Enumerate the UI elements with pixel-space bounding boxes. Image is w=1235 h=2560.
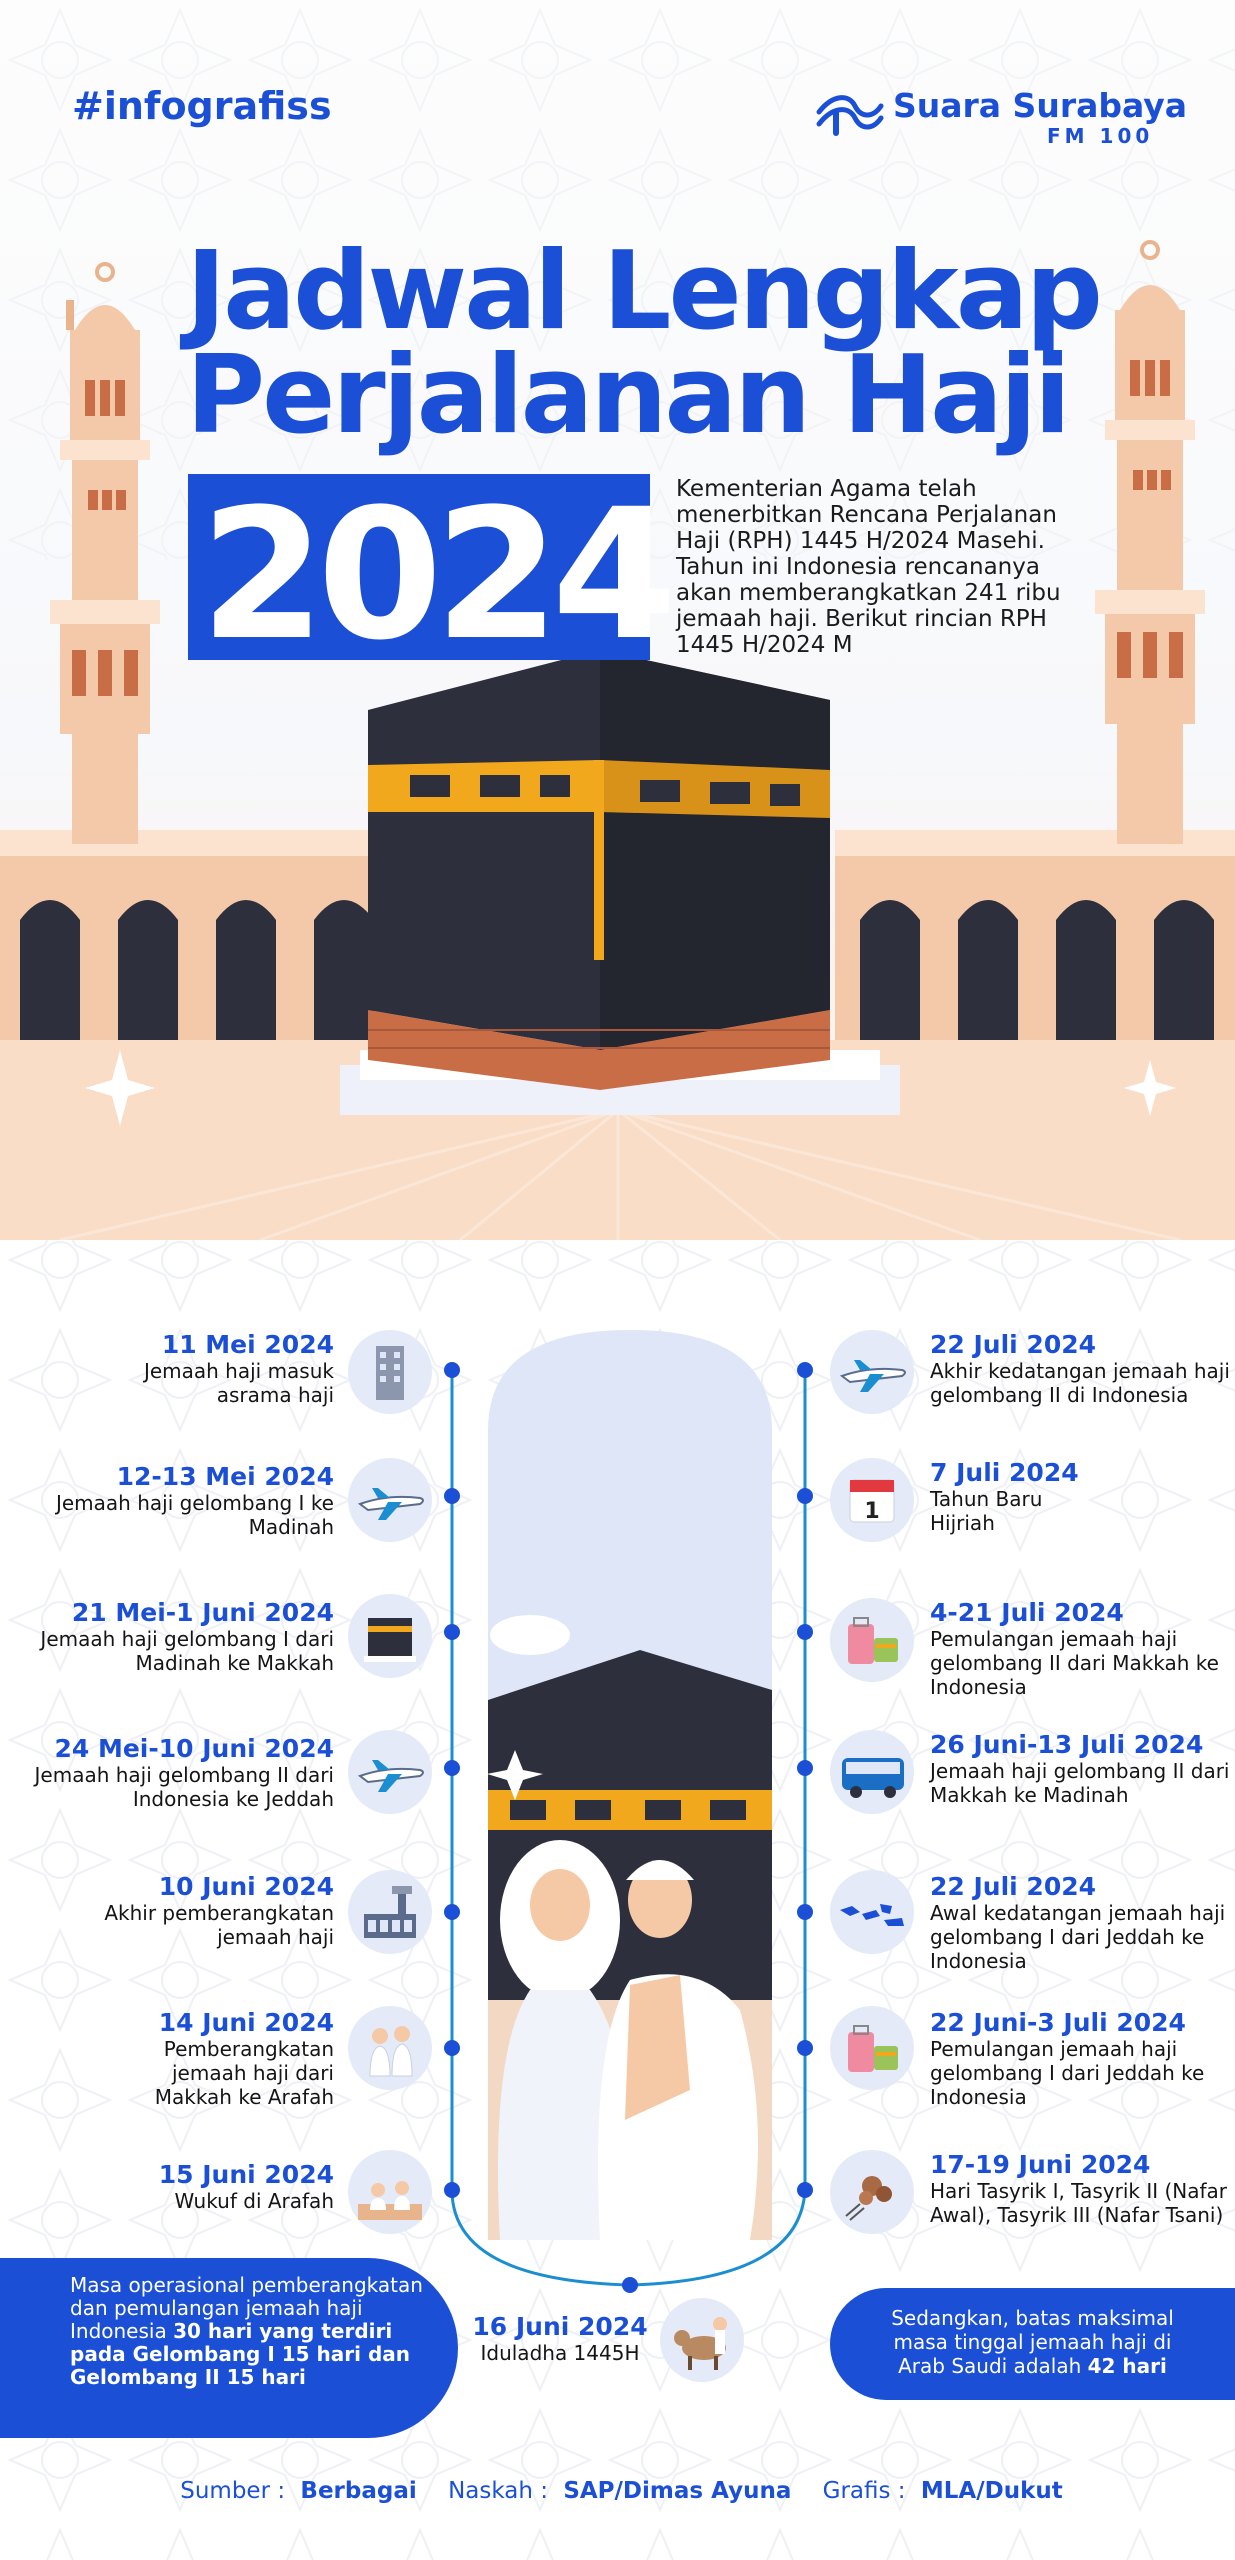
- goat-icon: [660, 2298, 744, 2382]
- airplane-icon: [348, 1458, 432, 1542]
- event-left-7: [14, 2160, 334, 2213]
- credit-script: Naskah : SAP/Dimas Ayuna: [448, 2478, 792, 2504]
- kaaba-mosque-illustration: [0, 230, 1235, 1240]
- brand-name: Suara Surabaya: [893, 86, 1188, 125]
- note-text: Sedangkan, batas maksimal masa tinggal jemaah haji di Arab Saudi adalah: [891, 2306, 1174, 2378]
- event-desc: Akhir pemberangkatan jemaah haji: [104, 1901, 334, 1949]
- credits-footer: [0, 2478, 1235, 2504]
- hashtag: #infografiss: [72, 84, 332, 128]
- credit-graphic: Grafis : MLA/Dukut: [822, 2478, 1063, 2504]
- kaaba-icon: [348, 1594, 432, 1678]
- event-date: 16 Juni 2024: [472, 2312, 648, 2341]
- title-line-2: Perjalanan Haji: [186, 333, 1069, 458]
- event-right-3: [930, 1598, 1235, 1699]
- event-left-1: [14, 1330, 334, 1407]
- pilgrims-icon: [348, 2006, 432, 2090]
- event-date: 12-13 Mei 2024: [116, 1462, 334, 1491]
- airport-icon: [348, 1870, 432, 1954]
- event-left-2: [14, 1462, 334, 1539]
- airplane-icon: [348, 1730, 432, 1814]
- stones-icon: [830, 2150, 914, 2234]
- event-desc: Iduladha 1445H: [480, 2341, 640, 2365]
- event-right-1: [930, 1330, 1235, 1407]
- event-date: 22 Juli 2024: [930, 1872, 1097, 1901]
- map-icon: [830, 1870, 914, 1954]
- event-date: 7 Juli 2024: [930, 1458, 1079, 1487]
- event-desc: Jemaah haji gelombang I dari Madinah ke Makkah: [40, 1627, 334, 1675]
- event-left-5: [14, 1872, 334, 1949]
- event-desc: Pemberangkatan jemaah haji dari Makkah ke Arafah: [154, 2037, 334, 2109]
- suara-surabaya-logo-icon: [815, 90, 885, 140]
- prayer-icon: [348, 2150, 432, 2234]
- event-left-6: [14, 2008, 334, 2109]
- event-right-6: [930, 2008, 1235, 2109]
- event-desc: Awal kedatangan jemaah haji gelombang I dari Jeddah ke Indonesia: [930, 1901, 1226, 1973]
- intro-text: Kementerian Agama telah menerbitkan Rencana Perjalanan Haji (RPH) 1445 H/2024 Masehi. Tahun ini Indonesia rencananya akan memberangkatkan 241 ribu jemaah haji. Berikut rincian RPH 1445 H/2024 M: [676, 476, 1061, 658]
- note-highlight: 30 hari yang terdiri pada Gelombang I 15 hari dan Gelombang II 15 hari: [70, 2319, 410, 2389]
- event-date: 15 Juni 2024: [158, 2160, 334, 2189]
- event-date: 11 Mei 2024: [161, 1330, 334, 1359]
- title-line-1: Jadwal Lengkap: [186, 229, 1100, 354]
- event-date: 10 Juni 2024: [158, 1872, 334, 1901]
- event-desc: Jemaah haji gelombang II dari Makkah ke Madinah: [930, 1759, 1230, 1807]
- event-date: 21 Mei-1 Juni 2024: [71, 1598, 334, 1627]
- luggage-icon: [830, 2006, 914, 2090]
- brand-sub: FM 100: [1047, 124, 1154, 148]
- title-year: 2024: [200, 471, 669, 680]
- brand-logo: [815, 84, 1188, 148]
- event-right-4: [930, 1730, 1235, 1807]
- credit-source: Sumber : Berbagai: [180, 2478, 417, 2504]
- event-left-4: [14, 1734, 334, 1811]
- event-right-2: [930, 1458, 1235, 1535]
- svg-text:1: 1: [864, 1499, 880, 1524]
- note-text: Masa operasional pemberangkatan dan pemulangan jemaah haji Indonesia: [70, 2273, 423, 2343]
- event-right-7: [930, 2150, 1235, 2227]
- event-date: 14 Juni 2024: [158, 2008, 334, 2037]
- event-desc: Pemulangan jemaah haji gelombang I dari Jeddah ke Indonesia: [930, 2037, 1205, 2109]
- calendar-icon: [830, 1458, 914, 1542]
- event-desc: Tahun Baru Hijriah: [930, 1487, 1043, 1535]
- bus-icon: [830, 1730, 914, 1814]
- airplane-icon: [830, 1330, 914, 1414]
- event-date: 17-19 Juni 2024: [930, 2150, 1151, 2179]
- event-desc: Jemaah haji gelombang I ke Madinah: [55, 1491, 334, 1539]
- event-date: 4-21 Juli 2024: [930, 1598, 1124, 1627]
- event-date: 26 Juni-13 Juli 2024: [930, 1730, 1204, 1759]
- event-desc: Hari Tasyrik I, Tasyrik II (Nafar Awal), Tasyrik III (Nafar Tsani): [930, 2179, 1228, 2227]
- event-center: [460, 2312, 660, 2365]
- building-icon: [348, 1330, 432, 1414]
- event-right-5: [930, 1872, 1235, 1973]
- event-desc: Jemaah haji gelombang II dari Indonesia ke Jeddah: [34, 1763, 334, 1811]
- event-date: 22 Juli 2024: [930, 1330, 1097, 1359]
- event-date: 22 Juni-3 Juli 2024: [930, 2008, 1186, 2037]
- event-desc: Jemaah haji masuk asrama haji: [143, 1359, 334, 1407]
- luggage-icon: [830, 1598, 914, 1682]
- event-desc: Wukuf di Arafah: [174, 2189, 334, 2213]
- operational-period-note: [0, 2258, 458, 2438]
- event-desc: Akhir kedatangan jemaah haji gelombang II di Indonesia: [930, 1359, 1230, 1407]
- note-highlight: 42 hari: [1087, 2354, 1167, 2378]
- max-stay-note: [830, 2288, 1235, 2400]
- event-left-3: [14, 1598, 334, 1675]
- event-desc: Pemulangan jemaah haji gelombang II dari Makkah ke Indonesia: [930, 1627, 1219, 1699]
- event-date: 24 Mei-10 Juni 2024: [54, 1734, 334, 1763]
